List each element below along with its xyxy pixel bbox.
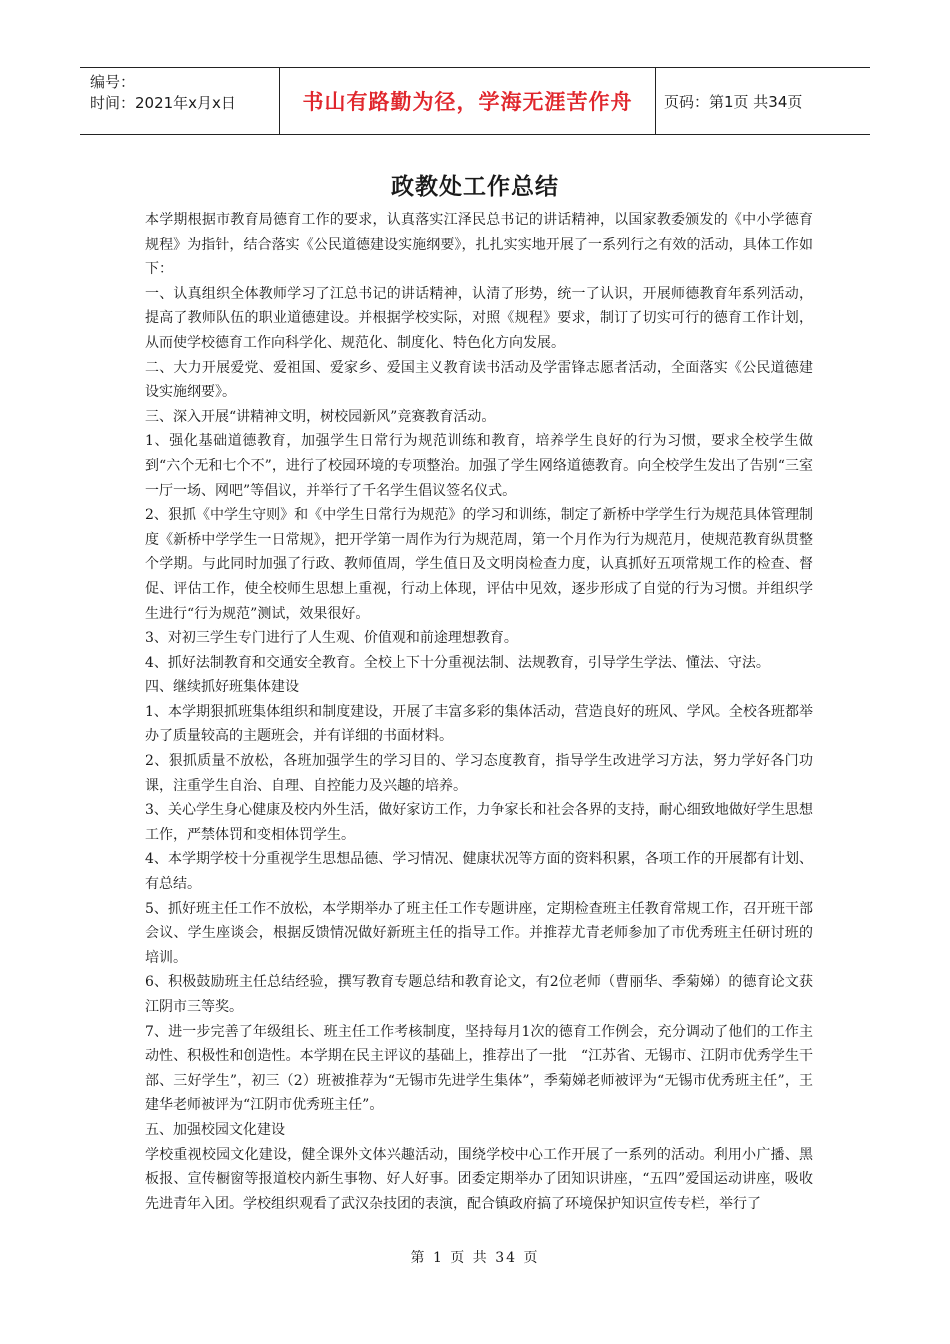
header-motto: 书山有路勤为径，学海无涯苦作舟	[280, 68, 656, 134]
document-title: 政教处工作总结	[391, 174, 559, 200]
body-paragraph: 本学期根据市教育局德育工作的要求，认真落实江泽民总书记的讲话精神，以国家教委颁发的《中小学德育规程》为指针，结合落实《公民道德建设实施纲要》，扎扎实实地开展了一系列行之有效的活动，具体工作如下：	[145, 212, 813, 278]
body-paragraph: 一、认真组织全体教师学习了江总书记的讲话精神，认清了形势，统一了认识，开展师德教育年系列活动，提高了教师队伍的职业道德建设。并根据学校实际，对照《规程》要求，制订了切实可行的德育工作计划，从而使学校德育工作向科学化、规范化、制度化、特色化方向发展。	[145, 285, 813, 351]
body-paragraph: 1、本学期狠抓班集体组织和制度建设，开展了丰富多彩的集体活动，营造良好的班风、学风。全校各班都举办了质量较高的主题班会，并有详细的书面材料。	[145, 703, 813, 745]
body-paragraph: 四、继续抓好班集体建设	[145, 679, 299, 696]
body-paragraph: 1、强化基础道德教育，加强学生日常行为规范训练和教育，培养学生良好的行为习惯，要求全校学生做到“六个无和七个不”，进行了校园环境的专项整治。加强了学生网络道德教育。向全校学生发出了告别“三室一厅一场、网吧”等倡议，并举行了千名学生倡议签名仪式。	[145, 433, 813, 499]
body-paragraph: 5、抓好班主任工作不放松，本学期举办了班主任工作专题讲座，定期检查班主任教育常规工作，召开班干部会议、学生座谈会，根据反馈情况做好新班主任的指导工作。并推荐尤青老师参加了市优秀班主任研讨班的培训。	[145, 900, 813, 966]
body-paragraph: 2、狠抓《中学生守则》和《中学生日常行为规范》的学习和训练，制定了新桥中学学生行为规范具体管理制度《新桥中学学生一日常规》，把开学第一周作为行为规范周，第一个月作为行为规范月，使规范教育纵贯整个学期。与此同时加强了行政、教师值周，学生值日及文明岗检查力度，认真抓好五项常规工作的检查、督促、评估工作，使全校师生思想上重视，行动上体现，评估中见效，逐步形成了自觉的行为习惯。并组织学生进行“行为规范”测试，效果很好。	[145, 507, 813, 622]
body-paragraph: 二、大力开展爱党、爱祖国、爱家乡、爱国主义教育读书活动及学雷锋志愿者活动，全面落实《公民道德建设实施纲要》。	[145, 359, 813, 401]
header-meta	[80, 68, 280, 134]
body-paragraph: 4、本学期学校十分重视学生思想品德、学习情况、健康状况等方面的资料积累，各项工作的开展都有计划、有总结。	[145, 851, 813, 893]
body-paragraph: 学校重视校园文化建设，健全课外文体兴趣活动，围绕学校中心工作开展了一系列的活动。利用小广播、黑板报、宣传橱窗等报道校内新生事物、好人好事。团委定期举办了团知识讲座，“五四”爱国运动讲座，吸收先进青年入团。学校组织观看了武汉杂技团的表演，配合镇政府搞了环境保护知识宣传专栏，举行了	[145, 1146, 813, 1212]
body-paragraph: 4、抓好法制教育和交通安全教育。全校上下十分重视法制、法规教育，引导学生学法、懂法、守法。	[145, 654, 770, 671]
header-table	[80, 67, 870, 135]
document-body	[145, 208, 813, 1230]
document-date: 时间：2021年x月x日	[90, 94, 236, 112]
document-number-label: 编号：	[90, 73, 136, 91]
body-paragraph: 6、积极鼓励班主任总结经验，撰写教育专题总结和教育论文，有2位老师（曹丽华、季菊娣）的德育论文获江阴市三等奖。	[145, 974, 813, 1015]
body-paragraph: 7、进一步完善了年级组长、班主任工作考核制度，坚持每月1次的德育工作例会，充分调动了他们的工作主动性、积极性和创造性。本学期在民主评议的基础上，推荐出了一批 “江苏省、无锡市、江阴市优秀学生干部、三好学生”，初三（2）班被推荐为“无锡市先进学生集体”，季菊娣老师被评为“无锡市优秀班主任”，王建华老师被评为“江阴市优秀班主任”。	[145, 1023, 813, 1114]
body-paragraph: 3、对初三学生专门进行了人生观、价值观和前途理想教育。	[145, 630, 518, 647]
body-paragraph: 2、狠抓质量不放松，各班加强学生的学习目的、学习态度教育，指导学生改进学习方法，努力学好各门功课，注重学生自治、自理、自控能力及兴趣的培养。	[145, 753, 813, 794]
body-paragraph: 3、关心学生身心健康及校内外生活，做好家访工作，力争家长和社会各界的支持，耐心细致地做好学生思想工作，严禁体罚和变相体罚学生。	[145, 802, 813, 843]
body-paragraph: 五、加强校园文化建设	[145, 1121, 285, 1138]
header-page-info: 页码：第1页 共34页	[664, 92, 803, 111]
body-paragraph: 三、深入开展“讲精神文明，树校园新风”竞赛教育活动。	[145, 408, 496, 425]
page-footer: 第 1 页 共 34 页	[410, 1250, 540, 1266]
